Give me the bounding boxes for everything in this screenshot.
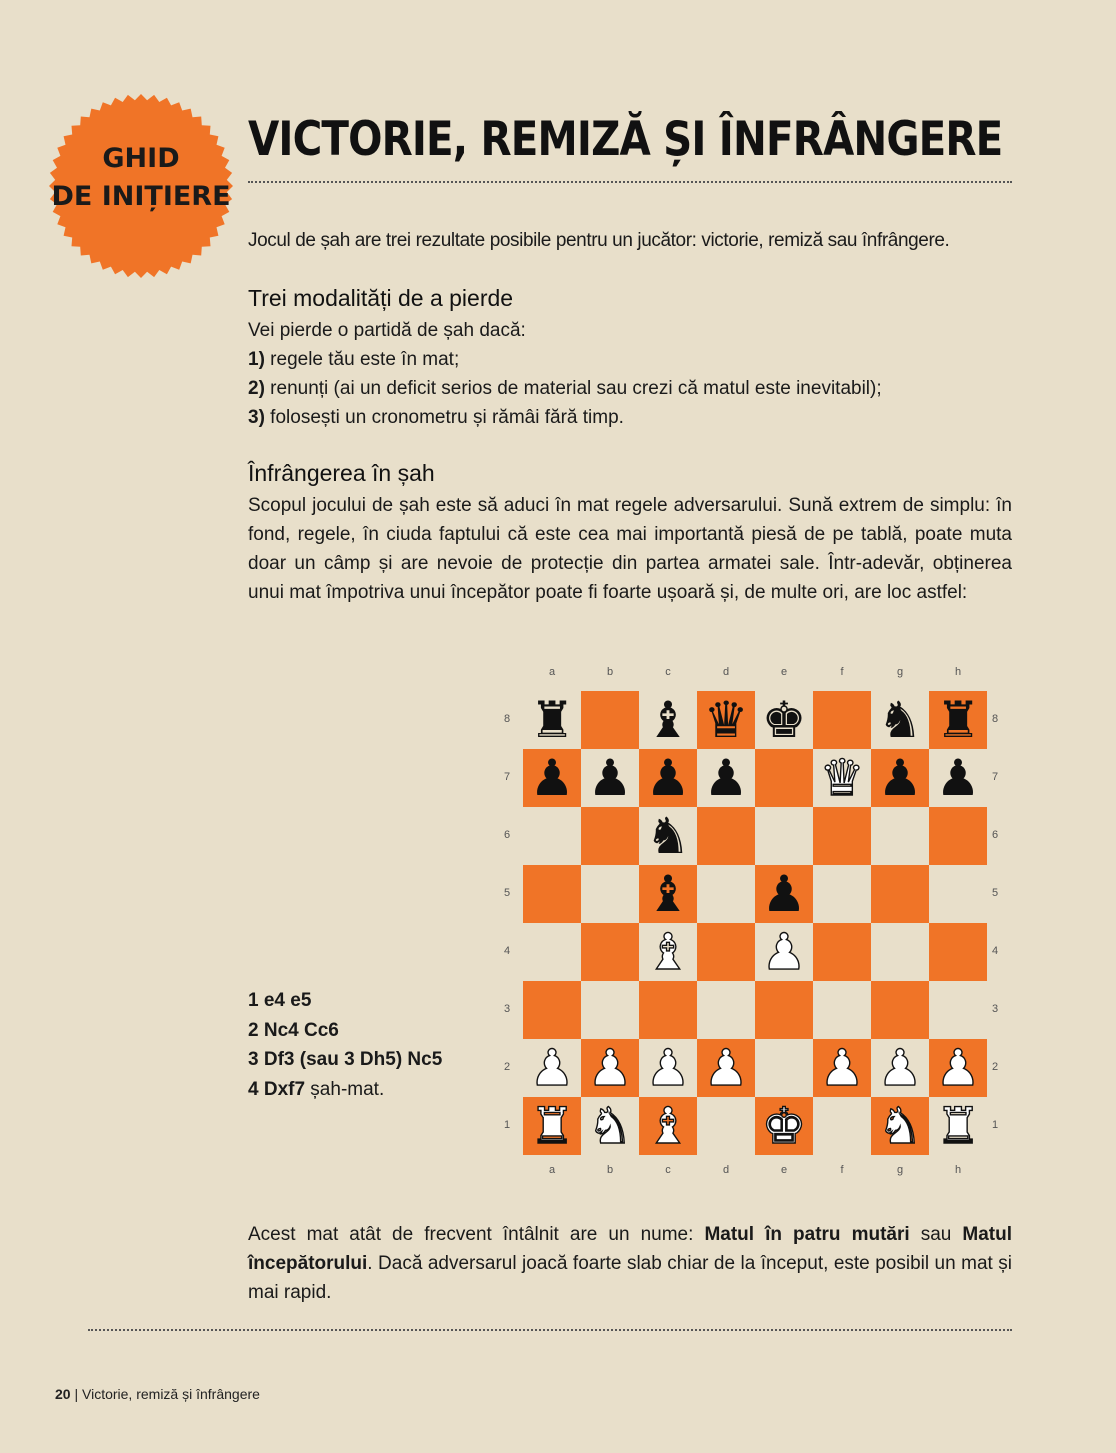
file-label-a-bottom: a	[548, 1164, 556, 1176]
rank-label-4-left: 4	[503, 945, 511, 957]
white-pawn-icon-f2: ♟	[819, 1039, 865, 1097]
board-square-e3	[755, 981, 813, 1039]
board-square-f3	[813, 981, 871, 1039]
move-1	[248, 986, 442, 1016]
file-label-e-bottom: e	[780, 1164, 788, 1176]
badge-line-2: DE INIȚIERE	[51, 181, 231, 212]
white-pawn-icon-a2: ♟	[529, 1039, 575, 1097]
board-square-d4	[697, 923, 755, 981]
black-pawn-icon-a7: ♟	[529, 749, 575, 807]
conclusion-bold-2: Matul începătorului	[248, 1224, 1012, 1274]
footer-chapter: Victorie, remiză și înfrângere	[82, 1386, 260, 1402]
board-square-b8	[581, 691, 639, 749]
file-label-b-top: b	[606, 666, 614, 678]
white-knight-icon-b1: ♞	[587, 1097, 633, 1155]
board-square-f8	[813, 691, 871, 749]
badge-text	[48, 140, 234, 216]
move-3-notation: 3 Df3 (sau 3 Dh5) Nc5	[248, 1049, 443, 1070]
board-square-f4	[813, 923, 871, 981]
conclusion-part-2: sau	[909, 1224, 963, 1245]
board-square-d3	[697, 981, 755, 1039]
board-square-b4	[581, 923, 639, 981]
guide-badge	[48, 88, 234, 284]
board-square-f6	[813, 807, 871, 865]
title-divider	[248, 181, 1012, 183]
rank-label-3-right: 3	[991, 1003, 999, 1015]
bottom-divider	[88, 1329, 1012, 1331]
rank-label-4-right: 4	[991, 945, 999, 957]
footer-separator: |	[70, 1386, 82, 1402]
white-pawn-icon-g2: ♟	[877, 1039, 923, 1097]
black-rook-icon-h8: ♜	[935, 691, 981, 749]
board-square-g5	[871, 865, 929, 923]
white-pawn-icon-e4: ♟	[761, 923, 807, 981]
section-checkmate-body: Scopul jocului de șah este să aduci în mat regele adversarului. Sună extrem de simplu: în fond, regele, în ciuda faptului că este cea mai importantă piesă de pe tablă, poate muta doar un câmp și are nevoie de protecție din partea armatei sale. Într-adevăr, obținerea unui mat împotriva unui începător poate fi foarte ușoară și, de multe ori, are loc astfel:	[248, 495, 1012, 603]
rank-label-3-left: 3	[503, 1003, 511, 1015]
file-label-g-top: g	[896, 666, 904, 678]
lose-item-2	[248, 374, 1012, 403]
move-2	[248, 1016, 442, 1046]
move-list	[248, 986, 442, 1104]
file-label-c-bottom: c	[665, 1164, 671, 1176]
rank-label-6-left: 6	[503, 829, 511, 841]
rank-label-5-right: 5	[991, 887, 999, 899]
lose-item-1-text: regele tău este în mat;	[264, 349, 460, 370]
section-heading-lose: Trei modalități de a pierde	[248, 285, 514, 311]
board-square-g6	[871, 807, 929, 865]
section-lose-lead: Vei pierde o partidă de șah dacă:	[248, 320, 526, 341]
move-4-rest: șah-mat.	[305, 1078, 385, 1100]
file-label-d-bottom: d	[722, 1164, 730, 1176]
move-1-notation: 1 e4 e5	[248, 990, 312, 1011]
rank-label-7-left: 7	[503, 771, 511, 783]
conclusion-text	[248, 1220, 1012, 1307]
rank-label-2-right: 2	[991, 1061, 999, 1073]
move-4-notation: 4 Dxf7	[248, 1078, 306, 1100]
board-square-b3	[581, 981, 639, 1039]
rank-label-8-right: 8	[991, 713, 999, 725]
white-rook-icon-a1: ♜	[529, 1097, 575, 1155]
white-bishop-icon-c1: ♝	[645, 1097, 691, 1155]
file-label-e-top: e	[780, 666, 788, 678]
black-king-icon-e8: ♚	[761, 691, 807, 749]
rank-label-1-right: 1	[991, 1119, 999, 1131]
black-rook-icon-a8: ♜	[529, 691, 575, 749]
move-4	[248, 1075, 442, 1105]
conclusion-part-3: . Dacă adversarul joacă foarte slab chiar de la început, este posibil un mat și mai rapid.	[248, 1253, 1012, 1303]
intro-text: Jocul de șah are trei rezultate posibile pentru un jucător: victorie, remiză sau înfrângere.	[248, 230, 950, 251]
black-pawn-icon-b7: ♟	[587, 749, 633, 807]
lose-item-3-num: 3)	[248, 407, 265, 428]
black-pawn-icon-c7: ♟	[645, 749, 691, 807]
black-pawn-icon-g7: ♟	[877, 749, 923, 807]
file-label-h-bottom: h	[954, 1164, 962, 1176]
file-label-b-bottom: b	[606, 1164, 614, 1176]
page-title: VICTORIE, REMIZĂ ȘI ÎNFRÂNGERE	[248, 112, 1003, 167]
page-number: 20	[55, 1386, 71, 1402]
white-pawn-icon-c2: ♟	[645, 1039, 691, 1097]
white-queen-icon-f7: ♛	[819, 749, 865, 807]
white-knight-icon-g1: ♞	[877, 1097, 923, 1155]
rank-label-5-left: 5	[503, 887, 511, 899]
file-label-c-top: c	[665, 666, 671, 678]
rank-label-8-left: 8	[503, 713, 511, 725]
file-label-f-bottom: f	[840, 1164, 844, 1176]
board-square-h6	[929, 807, 987, 865]
board-square-a3	[523, 981, 581, 1039]
board-square-d1	[697, 1097, 755, 1155]
white-bishop-icon-c4: ♝	[645, 923, 691, 981]
board-square-a6	[523, 807, 581, 865]
page-footer	[55, 1386, 260, 1402]
board-square-b5	[581, 865, 639, 923]
badge-line-1: GHID	[102, 143, 180, 174]
file-label-d-top: d	[722, 666, 730, 678]
move-2-notation: 2 Nc4 Cc6	[248, 1019, 339, 1041]
board-square-h5	[929, 865, 987, 923]
rank-label-2-left: 2	[503, 1061, 511, 1073]
lose-item-2-text: renunți (ai un deficit serios de material sau crezi că matul este inevitabil);	[264, 378, 882, 399]
black-knight-icon-c6: ♞	[645, 807, 691, 865]
black-pawn-icon-d7: ♟	[703, 749, 749, 807]
move-3	[248, 1045, 442, 1075]
lose-item-3	[248, 403, 1012, 432]
black-bishop-icon-c8: ♝	[645, 691, 691, 749]
black-pawn-icon-e5: ♟	[761, 865, 807, 923]
board-square-e6	[755, 807, 813, 865]
section-lose-body	[248, 316, 1012, 432]
board-square-e7	[755, 749, 813, 807]
conclusion-bold-1: Matul în patru mutări	[704, 1224, 910, 1245]
board-square-d6	[697, 807, 755, 865]
rank-label-1-left: 1	[503, 1119, 511, 1131]
board-square-g3	[871, 981, 929, 1039]
board-square-g4	[871, 923, 929, 981]
board-square-h3	[929, 981, 987, 1039]
black-knight-icon-g8: ♞	[877, 691, 923, 749]
board-square-e2	[755, 1039, 813, 1097]
lose-item-2-num: 2)	[248, 378, 265, 399]
file-label-f-top: f	[840, 666, 844, 678]
black-queen-icon-d8: ♛	[703, 691, 749, 749]
conclusion-part-1: Acest mat atât de frecvent întâlnit are un nume:	[248, 1224, 705, 1245]
chess-board-diagram	[496, 660, 1016, 1190]
lose-item-1	[248, 345, 1012, 374]
section-heading-checkmate: Înfrângerea în șah	[248, 460, 435, 486]
white-pawn-icon-d2: ♟	[703, 1039, 749, 1097]
black-bishop-icon-c5: ♝	[645, 865, 691, 923]
lose-item-1-num: 1)	[248, 349, 265, 370]
board-square-d5	[697, 865, 755, 923]
rank-label-6-right: 6	[991, 829, 999, 841]
black-pawn-icon-h7: ♟	[935, 749, 981, 807]
white-pawn-icon-h2: ♟	[935, 1039, 981, 1097]
board-square-b6	[581, 807, 639, 865]
white-king-icon-e1: ♚	[761, 1097, 807, 1155]
white-rook-icon-h1: ♜	[935, 1097, 981, 1155]
board-square-a4	[523, 923, 581, 981]
white-pawn-icon-b2: ♟	[587, 1039, 633, 1097]
file-label-a-top: a	[548, 666, 556, 678]
file-label-h-top: h	[954, 666, 962, 678]
board-square-f1	[813, 1097, 871, 1155]
board-square-c3	[639, 981, 697, 1039]
board-square-a5	[523, 865, 581, 923]
file-label-g-bottom: g	[896, 1164, 904, 1176]
board-square-h4	[929, 923, 987, 981]
board-square-f5	[813, 865, 871, 923]
lose-item-3-text: folosești un cronometru și rămâi fără timp.	[264, 407, 624, 428]
rank-label-7-right: 7	[991, 771, 999, 783]
